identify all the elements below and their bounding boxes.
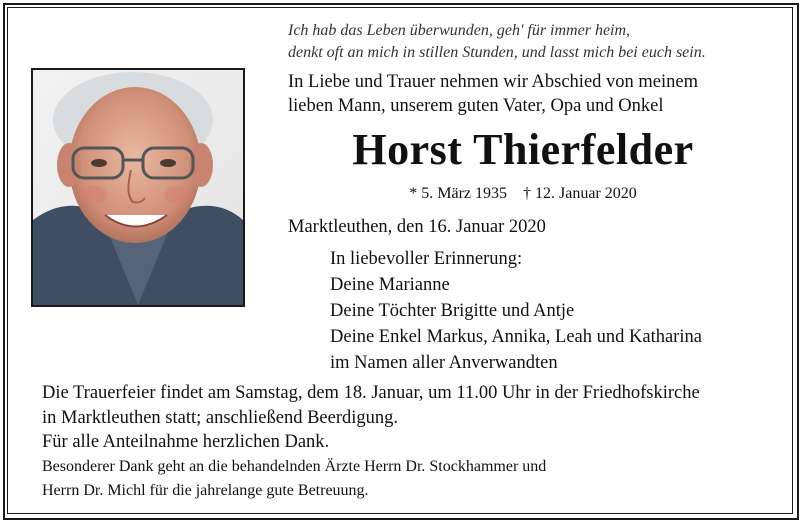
poem-line: Ich hab das Leben überwunden, geh' für immer heim, (288, 22, 631, 39)
funeral-info-line: in Marktleuthen statt; anschließend Beerdigung. (42, 407, 399, 428)
mourners-line: Deine Enkel Markus, Annika, Leah und Katharina (330, 327, 702, 347)
life-dates (288, 182, 758, 206)
funeral-notice (42, 381, 700, 503)
death-date: † 12. Januar 2020 (523, 185, 637, 202)
mourners-line: Deine Marianne (330, 275, 450, 295)
birth-date: * 5. März 1935 (409, 185, 507, 202)
funeral-info-line: Die Trauerfeier findet am Samstag, dem 18. Januar, um 11.00 Uhr in der Friedhofskirche (42, 383, 700, 403)
mourners-line: Deine Töchter Brigitte und Antje (330, 301, 575, 321)
mourners-line: im Namen aller Anverwandten (330, 353, 558, 373)
special-thanks-line: Besonderer Dank geht an die behandelnden Ärzte Herrn Dr. Stockhammer und (42, 457, 547, 475)
place-date: Marktleuthen, den 16. Januar 2020 (288, 217, 546, 237)
thanks-line: Für alle Anteilnahme herzlichen Dank. (42, 432, 330, 452)
deceased-name: Horst Thierfelder (352, 125, 694, 174)
poem-line: denkt oft an mich in stillen Stunden, und lasst mich bei euch sein. (288, 44, 706, 61)
mourners-list (330, 246, 702, 376)
portrait-photo (31, 68, 245, 307)
mourners-line: In liebevoller Erinnerung: (330, 249, 523, 269)
special-thanks-line: Herrn Dr. Michl für die jahrelange gute Betreuung. (42, 481, 369, 499)
intro-line: In Liebe und Trauer nehmen wir Abschied von meinem (288, 72, 698, 92)
farewell-intro (288, 70, 788, 118)
intro-line: lieben Mann, unserem guten Vater, Opa und Onkel (288, 96, 664, 116)
poem-verse (288, 20, 788, 64)
